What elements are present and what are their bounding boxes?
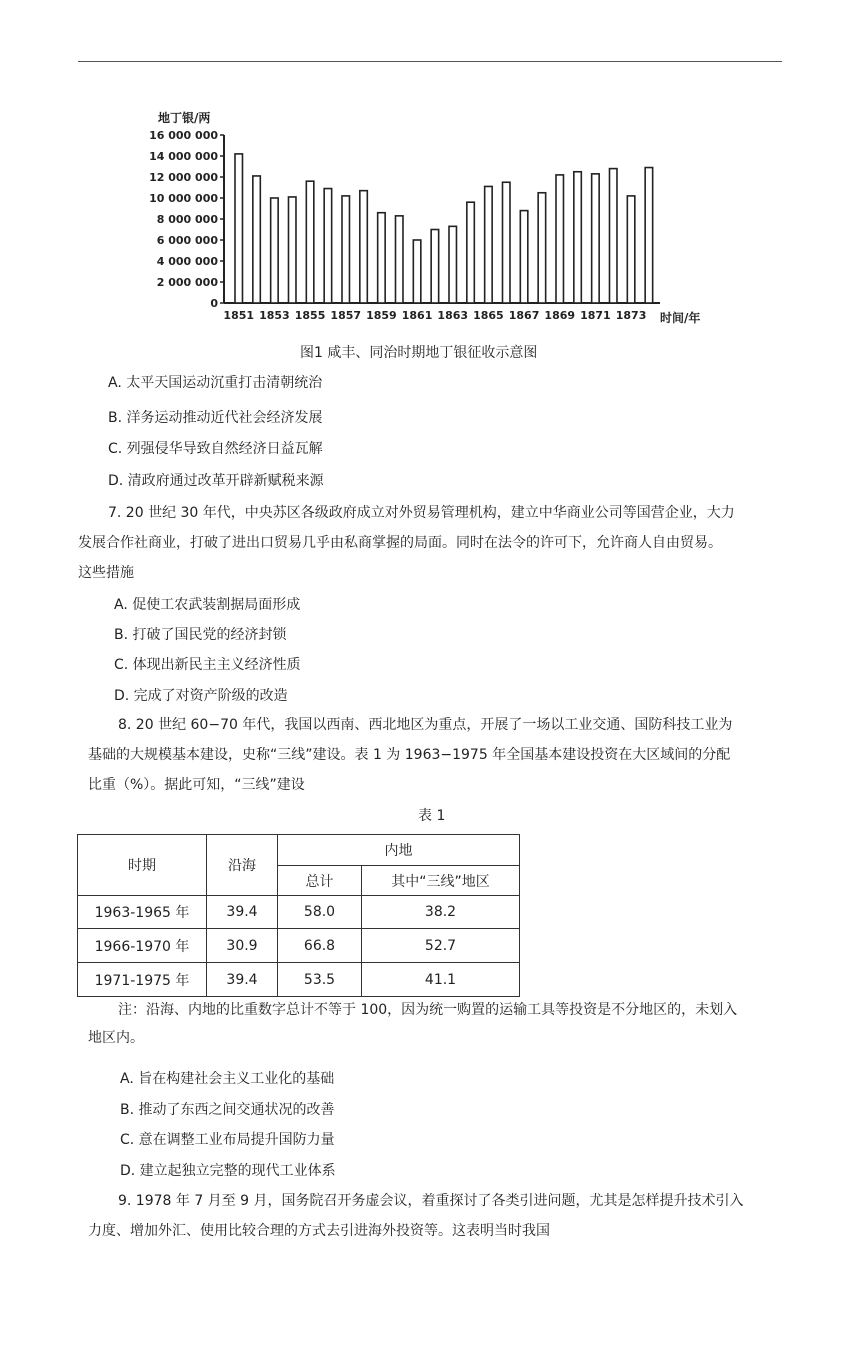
header-sanxian: 其中“三线”地区 (362, 866, 520, 896)
bar (271, 198, 278, 303)
y-axis-label: 地丁银/两 (158, 111, 211, 125)
bar (395, 216, 402, 303)
cell-coast: 39.4 (207, 963, 278, 997)
cell-coast: 39.4 (207, 896, 278, 929)
bar (502, 182, 509, 303)
table-row (78, 896, 520, 929)
bar (324, 189, 331, 303)
bar (235, 154, 242, 303)
q7-option-d: D. 完成了对资产阶级的改造 (114, 688, 288, 704)
header-coast: 沿海 (207, 835, 278, 896)
bar (467, 202, 474, 303)
header-rule (78, 61, 782, 62)
cell-sanxian: 38.2 (362, 896, 520, 929)
y-tick-label: 6 000 000 (156, 234, 218, 247)
bar (609, 169, 616, 303)
cell-sanxian: 52.7 (362, 929, 520, 963)
q7-option-c: C. 体现出新民主主义经济性质 (114, 657, 301, 673)
x-tick-label: 1871 (580, 309, 611, 322)
y-tick-label: 16 000 000 (149, 129, 218, 142)
cell-total: 53.5 (278, 963, 362, 997)
bar (592, 174, 599, 303)
chart-caption: 图1 咸丰、同治时期地丁银征收示意图 (300, 345, 538, 361)
bar (538, 193, 545, 303)
cell-sanxian: 41.1 (362, 963, 520, 997)
x-tick-label: 1859 (366, 309, 397, 322)
bar (413, 240, 420, 303)
bar (253, 176, 260, 303)
y-tick-label: 10 000 000 (149, 192, 218, 205)
q9-stem-line-2: 力度、增加外汇、使用比较合理的方式去引进海外投资等。这表明当时我国 (88, 1223, 550, 1239)
table-note-line-2: 地区内。 (88, 1030, 144, 1046)
bar (627, 196, 634, 303)
y-tick-label: 2 000 000 (156, 276, 218, 289)
y-tick-label: 14 000 000 (149, 150, 218, 163)
q7-option-a: A. 促使工农武装割据局面形成 (114, 597, 301, 613)
cell-period: 1971-1975 年 (78, 963, 207, 997)
x-tick-label: 1855 (294, 309, 326, 322)
q7-stem-line-2: 发展合作社商业，打破了进出口贸易几乎由私商掌握的局面。同时在法令的许可下，允许商人自由贸易。 (78, 535, 722, 551)
q6-option-b: B. 洋务运动推动近代社会经济发展 (108, 410, 323, 426)
bar (485, 186, 492, 303)
y-tick-label: 4 000 000 (156, 255, 218, 268)
table-row (78, 929, 520, 963)
bar (645, 168, 652, 303)
cell-period: 1963-1965 年 (78, 896, 207, 929)
bar (360, 191, 367, 303)
header-inland: 内地 (278, 835, 520, 866)
cell-total: 66.8 (278, 929, 362, 963)
q7-option-b: B. 打破了国民党的经济封锁 (114, 627, 287, 643)
q8-stem-line-2: 基础的大规模基本建设，史称“三线”建设。表 1 为 1963−1975 年全国基本建设投资在大区域间的分配 (88, 747, 731, 763)
q8-stem-line-3: 比重（%）。据此可知，“三线”建设 (88, 777, 305, 793)
x-tick-label: 1873 (615, 309, 647, 322)
bar (431, 230, 438, 304)
bar (520, 211, 527, 303)
x-tick-label: 1857 (330, 309, 362, 322)
y-tick-label: 8 000 000 (156, 213, 218, 226)
header-period: 时期 (78, 835, 207, 896)
bar (378, 213, 385, 303)
q6-option-a: A. 太平天国运动沉重打击清朝统治 (108, 375, 323, 391)
y-tick-label: 0 (210, 297, 218, 310)
cell-period: 1966-1970 年 (78, 929, 207, 963)
x-tick-label: 1869 (544, 309, 576, 322)
bar (306, 181, 313, 303)
q6-option-c: C. 列强侵华导致自然经济日益瓦解 (108, 441, 323, 457)
table-note-line-1: 注：沿海、内地的比重数字总计不等于 100，因为统一购置的运输工具等投资是不分地区的，未划入 (118, 1002, 738, 1018)
q7-stem-line-3: 这些措施 (78, 565, 134, 581)
q7-stem-line-1: 7. 20 世纪 30 年代，中央苏区各级政府成立对外贸易管理机构，建立中华商业公司等国营企业，大力 (108, 505, 735, 521)
land-tax-bar-chart (140, 104, 740, 329)
cell-total: 58.0 (278, 896, 362, 929)
bar (288, 197, 295, 303)
x-tick-label: 1853 (259, 309, 290, 322)
q8-option-c: C. 意在调整工业布局提升国防力量 (120, 1132, 335, 1148)
q8-option-b: B. 推动了东西之间交通状况的改善 (120, 1102, 335, 1118)
x-tick-label: 1865 (473, 309, 504, 322)
investment-table (77, 834, 520, 997)
q8-stem-line-1: 8. 20 世纪 60−70 年代，我国以西南、西北地区为重点，开展了一场以工业交通、国防科技工业为 (118, 717, 733, 733)
bar (449, 226, 456, 303)
table-row (78, 963, 520, 997)
q9-stem-line-1: 9. 1978 年 7 月至 9 月，国务院召开务虚会议，着重探讨了各类引进问题，尤其是怎样提升技术引入 (118, 1193, 744, 1209)
table-note (88, 996, 788, 1052)
x-tick-label: 1867 (508, 309, 540, 322)
x-axis-label: 时间/年 (660, 311, 701, 325)
x-tick-label: 1863 (437, 309, 469, 322)
header-total: 总计 (278, 866, 362, 896)
y-tick-label: 12 000 000 (149, 171, 218, 184)
x-tick-label: 1851 (223, 309, 255, 322)
q8-option-a: A. 旨在构建社会主义工业化的基础 (120, 1071, 335, 1087)
q8-option-d: D. 建立起独立完整的现代工业体系 (120, 1163, 336, 1179)
bar (574, 172, 581, 303)
bar (342, 196, 349, 303)
table-caption: 表 1 (418, 808, 446, 824)
cell-coast: 30.9 (207, 929, 278, 963)
x-tick-label: 1861 (401, 309, 433, 322)
bar (556, 175, 563, 303)
q6-option-d: D. 清政府通过改革开辟新赋税来源 (108, 473, 324, 489)
